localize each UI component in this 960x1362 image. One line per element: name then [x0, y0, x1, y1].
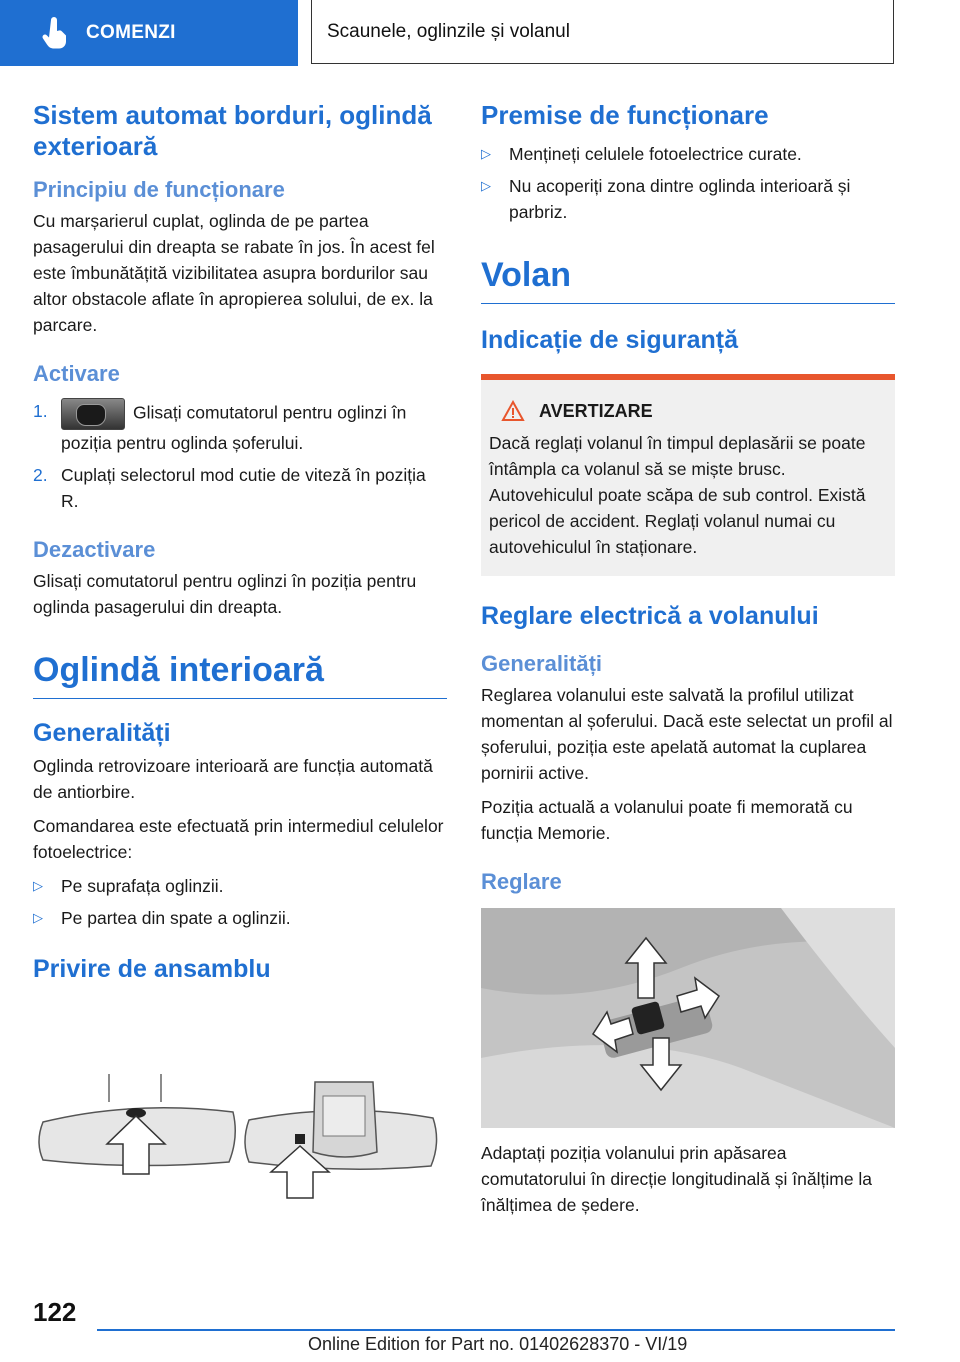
text-generalitati-1: Oglinda retrovizoare interioară are funcția automată de antiorbire.	[33, 756, 433, 802]
heading-generalitati-right: Generalități	[481, 651, 603, 676]
step-text: Glisați comutatorul pentru oglinzi în poziția pentru oglinda șoferului.	[61, 402, 407, 453]
step-number: 1.	[33, 401, 48, 421]
heading-generalitati: Generalități	[33, 719, 171, 747]
chapter-title: Scaunele, oglinzile și volanul	[327, 20, 570, 42]
edition-text: Online Edition for Part no. 01402628370 - VI/19	[308, 1334, 688, 1354]
step-text: Cuplați selectorul mod cutie de viteză în poziția R.	[61, 465, 426, 511]
heading-dezactivare: Dezactivare	[33, 537, 156, 562]
warning-box	[481, 374, 895, 576]
section-tab-label: COMENZI	[86, 22, 176, 43]
warning-title: AVERTIZARE	[501, 400, 881, 422]
heading-volan: Volan	[481, 255, 895, 304]
page-number: 122	[33, 1297, 77, 1327]
mirror-switch-icon	[61, 398, 125, 430]
mirror-back	[245, 1082, 437, 1198]
steering-adjust-photo	[481, 908, 895, 1128]
mirror-illustration	[33, 1062, 447, 1202]
bullet-text: Pe suprafața oglinzii.	[61, 876, 224, 896]
triangle-bullet-icon: ▷	[481, 146, 491, 161]
heading-privire: Privire de ansamblu	[33, 955, 271, 983]
triangle-bullet-icon: ▷	[33, 910, 43, 925]
text-principiu: Cu marșarierul cuplat, oglinda de pe partea pasagerului din dreapta se rabate în jos. În acest fel este îmbunătățită vizibilitatea asupra bordurilor sau altor obstacole aflate în apropierea solului, de ex. la parcare.	[33, 211, 435, 335]
section-tab[interactable]	[0, 0, 298, 66]
heading-reglare: Reglare	[481, 869, 562, 894]
list-item	[33, 905, 447, 931]
list-item	[481, 141, 895, 167]
triangle-bullet-icon: ▷	[481, 178, 491, 193]
warning-text: Dacă reglați volanul în timpul deplasării se poate întâmpla ca volanul să se miște brusc. Autovehiculul poate scăpa de sub control. Există pericol de accident. Reglați volanul numai cu autovehiculul în staționare.	[489, 433, 866, 557]
triangle-bullet-icon: ▷	[33, 878, 43, 893]
step-number: 2.	[33, 465, 48, 485]
footer-divider	[97, 1329, 895, 1331]
bullet-text: Mențineți celulele fotoelectrice curate.	[509, 144, 802, 164]
left-column	[33, 100, 447, 989]
bullet-text: Pe partea din spate a oglinzii.	[61, 908, 291, 928]
right-column	[481, 100, 895, 1226]
text-generalitati-right-1: Reglarea volanului este salvată la profilul utilizat momentan al șoferului. Dacă este selectat un profil al șoferului, poziția este apelată automat la cuplarea pornirii active.	[481, 685, 893, 783]
mirror-front	[39, 1074, 235, 1174]
text-generalitati-right-2: Poziția actuală a volanului poate fi memorată cu funcția Memorie.	[481, 797, 853, 843]
warning-triangle-icon	[501, 400, 525, 422]
heading-auto-curb: Sistem automat borduri, oglindă exterioară	[33, 100, 432, 161]
text-dezactivare: Glisați comutatorul pentru oglinzi în poziția pentru oglinda pasagerului din dreapta.	[33, 571, 417, 617]
bullet-text: Nu acoperiți zona dintre oglinda interioară și parbriz.	[509, 176, 851, 222]
text-reglare: Adaptați poziția volanului prin apăsarea comutatorului în direcție longitudinală și înălțime la înălțimea de ședere.	[481, 1143, 873, 1215]
heading-principiu: Principiu de funcționare	[33, 177, 285, 202]
heading-premise: Premise de funcționare	[481, 100, 769, 130]
list-item	[481, 173, 895, 225]
list-item	[33, 398, 447, 456]
text-generalitati-2: Comandarea este efectuată prin intermediul celulelor fotoelectrice:	[33, 816, 444, 862]
heading-reglare-electrica: Reglare electrică a volanului	[481, 602, 819, 630]
list-item	[33, 462, 447, 514]
heading-indicatie: Indicație de siguranță	[481, 326, 739, 354]
heading-oglinda-interioara: Oglindă interioară	[33, 650, 447, 699]
list-item	[33, 873, 447, 899]
hand-pointer-icon	[38, 16, 72, 50]
chapter-title-box	[311, 0, 894, 64]
heading-activare: Activare	[33, 361, 120, 386]
